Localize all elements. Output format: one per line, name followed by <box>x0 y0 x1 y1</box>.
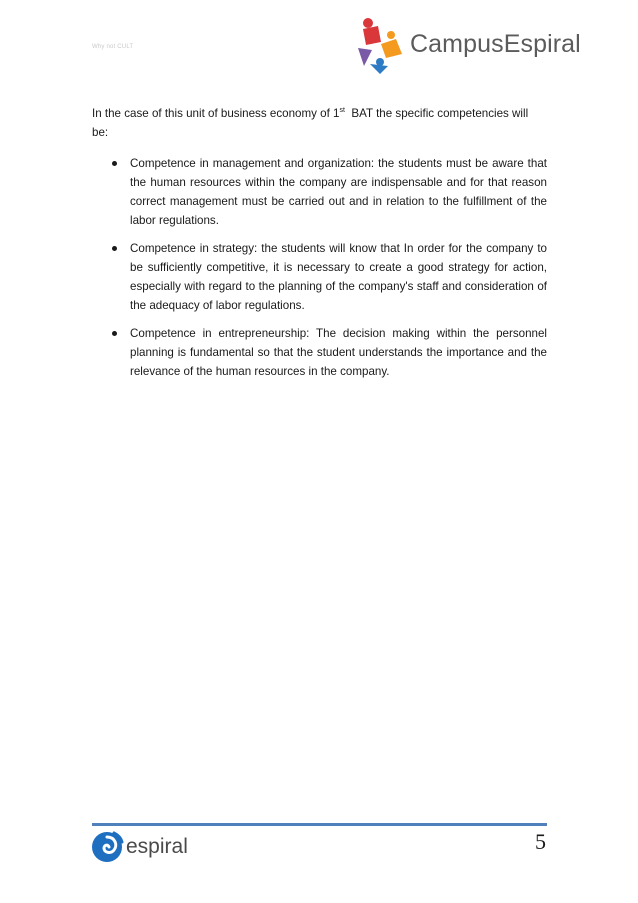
espiral-logo <box>90 829 200 865</box>
intro-text-end: BAT the specific competencies will be: <box>92 107 532 139</box>
espiral-swirl-icon <box>90 829 124 863</box>
list-item <box>92 154 547 230</box>
intro-paragraph <box>92 104 547 142</box>
espiral-wordmark: espiral <box>126 835 188 858</box>
competence-management-text: Competence in management and organization: the students must be aware that the human resources within the company are indispensable and for that reason correct management must be carried out and in relation to the fulfillment of the labor regulations. <box>130 157 547 227</box>
list-item <box>92 324 547 381</box>
campusespiral-logo <box>350 14 600 76</box>
bullet-icon <box>112 161 117 166</box>
intro-text-start: In the case of this unit of business economy of 1 <box>92 107 340 120</box>
bullet-icon <box>112 246 117 251</box>
page-number: 5 <box>535 829 546 854</box>
competence-entrepreneurship-text: Competence in entrepreneurship: The decision making within the personnel planning is fundamental so that the student understands the importance and the relevance of the human resources in the company. <box>130 327 547 378</box>
footer-divider <box>92 823 547 826</box>
campusespiral-wordmark: CampusEspiral <box>410 30 581 58</box>
competencies-list <box>92 154 547 381</box>
campusespiral-mark-icon <box>350 14 412 76</box>
header-note: Why not CULT <box>92 44 134 50</box>
competence-strategy-text: Competence in strategy: the students will know that In order for the company to be sufficiently competitive, it is necessary to create a good strategy for action, especially with regard to the planning of the company's staff and consideration of the adequacy of labor regulations. <box>130 242 547 312</box>
bullet-icon <box>112 331 117 336</box>
list-item <box>92 239 547 315</box>
document-body <box>92 104 547 390</box>
ordinal-suffix: st <box>339 107 345 115</box>
